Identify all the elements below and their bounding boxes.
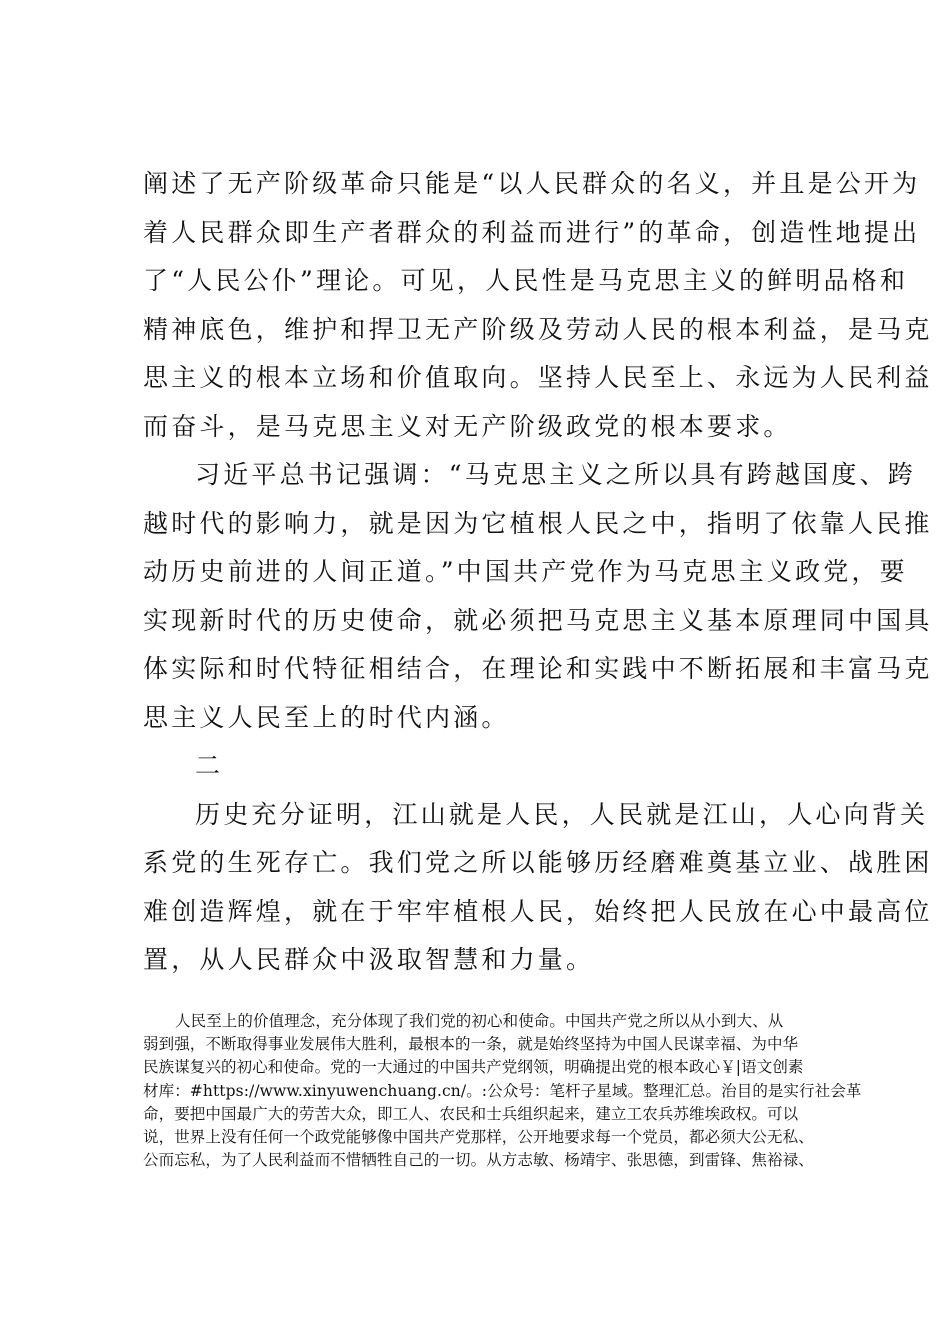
text-line: 越时代的影响力，就是因为它植根人民之中，指明了依靠人民推 (143, 508, 933, 538)
text-line: 系党的生死存亡。我们党之所以能够历经磨难奠基立业、战胜困 (143, 848, 933, 877)
text-line: 难创造辉煌，就在于牢牢植根人民，始终把人民放在心中最高位 (143, 896, 933, 926)
text-line: 着人民群众即生产者群众的利益而进行”的革命，创造性地提出 (143, 217, 921, 247)
note-line: 人民至上的价值理念，充分体现了我们党的初心和使命。中国共产党之所以从小到大、从 (175, 1012, 784, 1030)
footer-note-text (143, 1010, 862, 1172)
text-line: 思主义的根本立场和价值取向。坚持人民至上、永远为人民利益 (143, 363, 933, 392)
text-line: 习近平总书记强调：“马克思主义之所以具有跨越国度、跨 (195, 460, 916, 489)
text-line: 阐述了无产阶级革命只能是“以人民群众的名义，并且是公开为 (143, 169, 921, 198)
note-line: 弱到强，不断取得事业发展伟大胜利，最根本的一条，就是始终坚持为中国人民谋幸福、为中华 (143, 1035, 799, 1054)
text-line: 精神底色，维护和捍卫无产阶级及劳动人民的根本利益，是马克 (143, 314, 933, 344)
text-line: 而奋斗，是马克思主义对无产阶级政党的根本要求。 (143, 411, 792, 441)
note-line: 命，要把中国最广大的劳苦大众，即工人、农民和士兵组织起来，建立工农兵苏维埃政权。可以 (143, 1104, 799, 1123)
section-heading: 二 (195, 751, 224, 780)
note-line: 材库：#https://www.xinyuwenchuang.cn/。:公众号：笔杆子星域。整理汇总。治目的是实行社会革 (143, 1081, 862, 1100)
text-line: 思主义人民至上的时代内涵。 (143, 702, 510, 732)
text-line: 实现新时代的历史使命，就必须把马克思主义基本原理同中国具 (143, 605, 933, 635)
main-body-text (143, 160, 933, 985)
text-line: 体实际和时代特征相结合，在理论和实践中不断拓展和丰富马克 (143, 654, 933, 683)
text-line: 了“人民公仆”理论。可见，人民性是马克思主义的鲜明品格和 (143, 266, 909, 295)
text-line: 动历史前进的人间正道。”中国共产党作为马克思主义政党，要 (143, 557, 908, 586)
note-line: 说，世界上没有任何一个政党能够像中国共产党那样，公开地要求每一个党员，都必须大公无私、 (143, 1127, 814, 1146)
text-line: 置，从人民群众中汲取智慧和力量。 (143, 945, 595, 974)
note-line: 公而忘私，为了人民利益而不惜牺牲自己的一切。从方志敏、杨靖宇、张思德，到雷锋、焦裕禄、 (143, 1151, 814, 1170)
text-line: 历史充分证明，江山就是人民，人民就是江山，人心向背关 (195, 799, 929, 829)
note-line: 民族谋复兴的初心和使命。党的一大通过的中国共产党纲领，明确提出党的根本政心￥|语文创素 (143, 1058, 804, 1077)
